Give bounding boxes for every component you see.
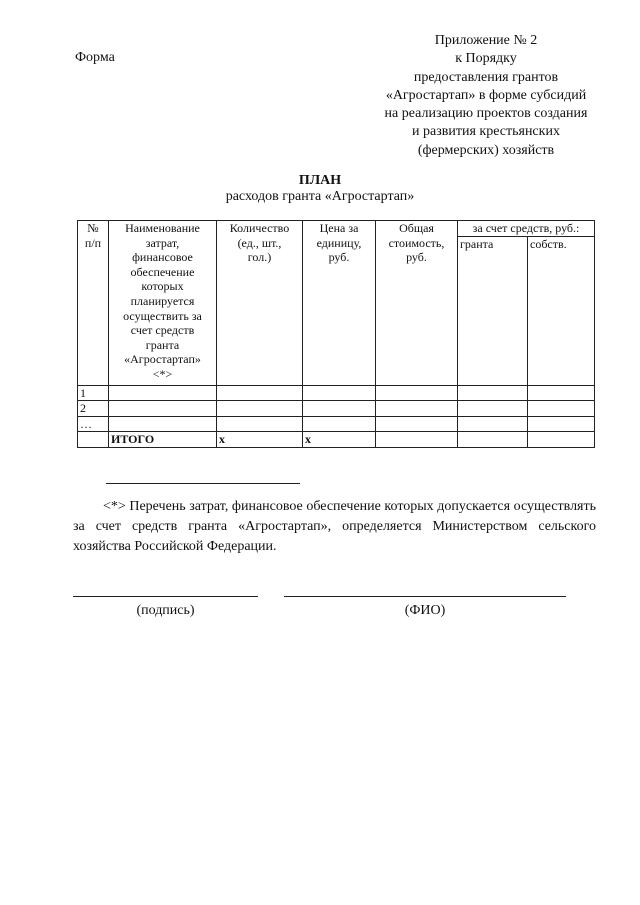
cell-name[interactable]	[109, 385, 217, 401]
cell-name[interactable]	[109, 416, 217, 432]
cell-total[interactable]	[376, 401, 458, 417]
header-funding-group: за счет средств, руб.:	[458, 221, 595, 237]
cell-num: 2	[78, 401, 109, 417]
appendix-line: на реализацию проектов создания	[384, 106, 588, 122]
header-name-line: которых	[141, 279, 184, 294]
header-name-line: <*>	[152, 366, 173, 381]
header-name-line: «Агростартап»	[124, 352, 201, 367]
cell-quantity[interactable]	[217, 385, 303, 401]
header-grant: гранта	[458, 236, 528, 385]
appendix-line: «Агростартап» в форме субсидий	[385, 87, 587, 103]
cell-price[interactable]	[303, 385, 376, 401]
document-subtitle: расходов гранта «Агростартап»	[225, 189, 415, 204]
cell-own[interactable]	[528, 385, 595, 401]
header-name-line: осуществить за	[123, 308, 202, 323]
signature-label: (подпись)	[136, 603, 195, 618]
cell-quantity[interactable]	[217, 416, 303, 432]
total-label: ИТОГО	[109, 432, 217, 448]
header-total-line: стоимость,	[388, 235, 445, 250]
header-price-line: руб.	[328, 250, 350, 265]
footnote-text: <*> Перечень затрат, финансовое обеспечение которых допускается осуществлять за счет средств гранта «Агростартап», определяется Министерством сельского хозяйства Российской Федерации.	[73, 499, 596, 554]
total-price: х	[303, 432, 376, 448]
header-total-line: руб.	[406, 250, 427, 265]
table-header-row	[78, 221, 595, 237]
table-row	[78, 416, 595, 432]
appendix-line: к Порядку	[455, 51, 517, 67]
header-num-line: п/п	[84, 235, 102, 250]
header-quantity-line: гол.)	[247, 250, 272, 265]
header-name-line: счет средств	[130, 323, 195, 338]
total-grant[interactable]	[458, 432, 528, 448]
cell-grant[interactable]	[458, 385, 528, 401]
table-row	[78, 385, 595, 401]
header-quantity-line: (ед., шт.,	[237, 235, 282, 250]
header-name-line: планируется	[130, 293, 195, 308]
total-quantity: х	[217, 432, 303, 448]
full-name-label: (ФИО)	[404, 603, 446, 618]
cell-grant[interactable]	[458, 401, 528, 417]
cell-total[interactable]	[376, 385, 458, 401]
total-cell-num	[78, 432, 109, 448]
header-name-line: гранта	[145, 337, 180, 352]
total-sum[interactable]	[376, 432, 458, 448]
cell-num: 1	[78, 385, 109, 401]
table-row	[78, 401, 595, 417]
cell-grant[interactable]	[458, 416, 528, 432]
header-num-line: №	[87, 221, 99, 235]
appendix-line: Приложение № 2	[434, 33, 538, 48]
header-quantity-line: Количество	[229, 221, 290, 235]
total-own[interactable]	[528, 432, 595, 448]
full-name-line[interactable]	[284, 596, 566, 597]
expense-plan-table	[77, 220, 595, 448]
cell-num: …	[78, 416, 109, 432]
cell-price[interactable]	[303, 416, 376, 432]
cell-name[interactable]	[109, 401, 217, 417]
header-name-line: финансовое	[132, 250, 193, 265]
header-name-line: Наименование	[125, 221, 200, 235]
header-name-line: обеспечение	[130, 264, 195, 279]
appendix-line: и развития крестьянских	[412, 124, 560, 140]
header-num	[78, 221, 109, 386]
header-price-line: Цена за	[319, 221, 359, 235]
document-title: ПЛАН	[298, 173, 342, 188]
total-row	[78, 432, 595, 448]
appendix-header	[360, 32, 612, 160]
cell-quantity[interactable]	[217, 401, 303, 417]
signature-line[interactable]	[73, 596, 258, 597]
header-price	[303, 221, 376, 386]
cell-price[interactable]	[303, 401, 376, 417]
appendix-line: (фермерских) хозяйств	[417, 142, 555, 158]
cell-own[interactable]	[528, 401, 595, 417]
header-quantity	[217, 221, 303, 386]
form-label: Форма	[75, 50, 115, 65]
cell-own[interactable]	[528, 416, 595, 432]
header-name-line: затрат,	[145, 235, 180, 250]
header-total-line: Общая	[399, 221, 434, 235]
header-total	[376, 221, 458, 386]
header-own: собств.	[528, 236, 595, 385]
appendix-line: предоставления грантов	[413, 69, 559, 85]
header-name	[109, 221, 217, 386]
footnote-separator	[106, 483, 300, 484]
header-price-line: единицу,	[316, 235, 362, 250]
cell-total[interactable]	[376, 416, 458, 432]
